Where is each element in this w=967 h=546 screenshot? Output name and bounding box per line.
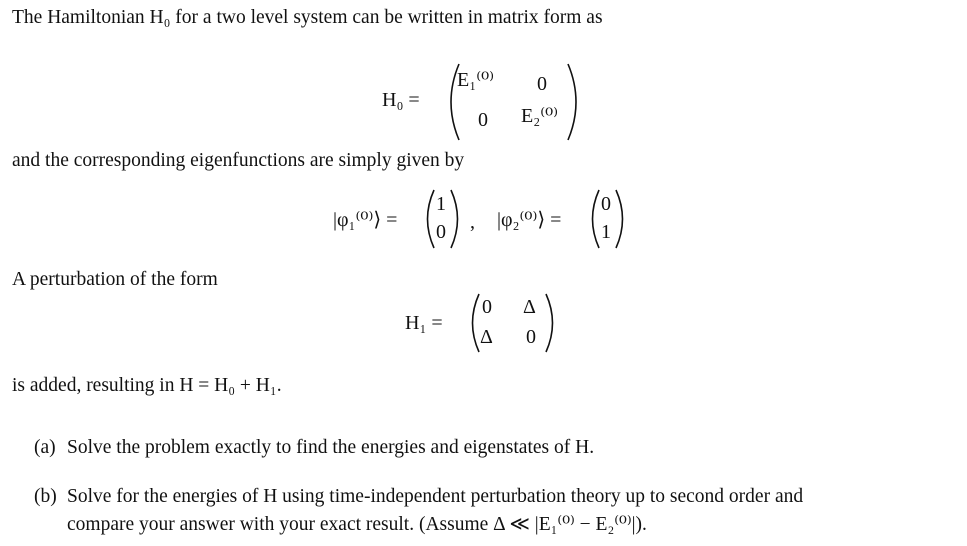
phi1-vec-top: 1 bbox=[436, 193, 446, 215]
phi1-right-paren bbox=[448, 188, 464, 250]
item-b-text-line2: compare your answer with your exact result. (Assume Δ ≪ |E₁⁽⁰⁾ − E₂⁽⁰⁾|). bbox=[67, 514, 647, 535]
added-text bbox=[12, 376, 282, 396]
phi2-vec-bottom: 1 bbox=[601, 221, 611, 243]
h0-lhs: H₀ = bbox=[382, 89, 420, 111]
h1-cell-21: Δ bbox=[480, 326, 493, 348]
phi2-lhs: |φ₂⁽⁰⁾⟩ = bbox=[497, 209, 562, 231]
phi2-left-paren bbox=[586, 188, 602, 250]
h1-cell-11: 0 bbox=[482, 296, 492, 318]
h1-lhs: H₁ = bbox=[405, 312, 443, 334]
phi2-right-paren bbox=[613, 188, 629, 250]
h0-cell-12: 0 bbox=[537, 73, 547, 95]
phi1-vec-bottom: 0 bbox=[436, 221, 446, 243]
eigvec-separator: , bbox=[470, 211, 475, 233]
item-a-text: Solve the problem exactly to find the energies and eigenstates of H. bbox=[67, 437, 595, 458]
phi1-lhs: |φ₁⁽⁰⁾⟩ = bbox=[333, 209, 398, 231]
added-text-content: is added, resulting in H = H₀ + H₁. bbox=[12, 375, 282, 396]
perturbation-text-content: A perturbation of the form bbox=[12, 269, 218, 290]
perturbation-text bbox=[12, 270, 218, 290]
intro-text-content: The Hamiltonian H₀ for a two level system can be written in matrix form as bbox=[12, 7, 603, 28]
phi2-vec-top: 0 bbox=[601, 193, 611, 215]
eigenfunctions-text bbox=[12, 151, 464, 171]
h0-cell-11: E₁⁽⁰⁾ bbox=[457, 69, 495, 91]
intro-text bbox=[12, 8, 603, 28]
h1-cell-12: Δ bbox=[523, 296, 536, 318]
h1-cell-22: 0 bbox=[526, 326, 536, 348]
h0-cell-21: 0 bbox=[478, 109, 488, 131]
eigenfunctions-text-content: and the corresponding eigenfunctions are simply given by bbox=[12, 150, 465, 171]
h0-right-paren bbox=[564, 62, 584, 142]
item-b-text: Solve for the energies of H using time-independent perturbation theory up to second order and bbox=[67, 486, 804, 507]
h0-cell-22: E₂⁽⁰⁾ bbox=[521, 105, 559, 127]
item-a-label: (a) bbox=[34, 437, 56, 458]
phi1-left-paren bbox=[421, 188, 437, 250]
h1-right-paren bbox=[543, 292, 559, 354]
item-b-label: (b) bbox=[34, 486, 57, 507]
